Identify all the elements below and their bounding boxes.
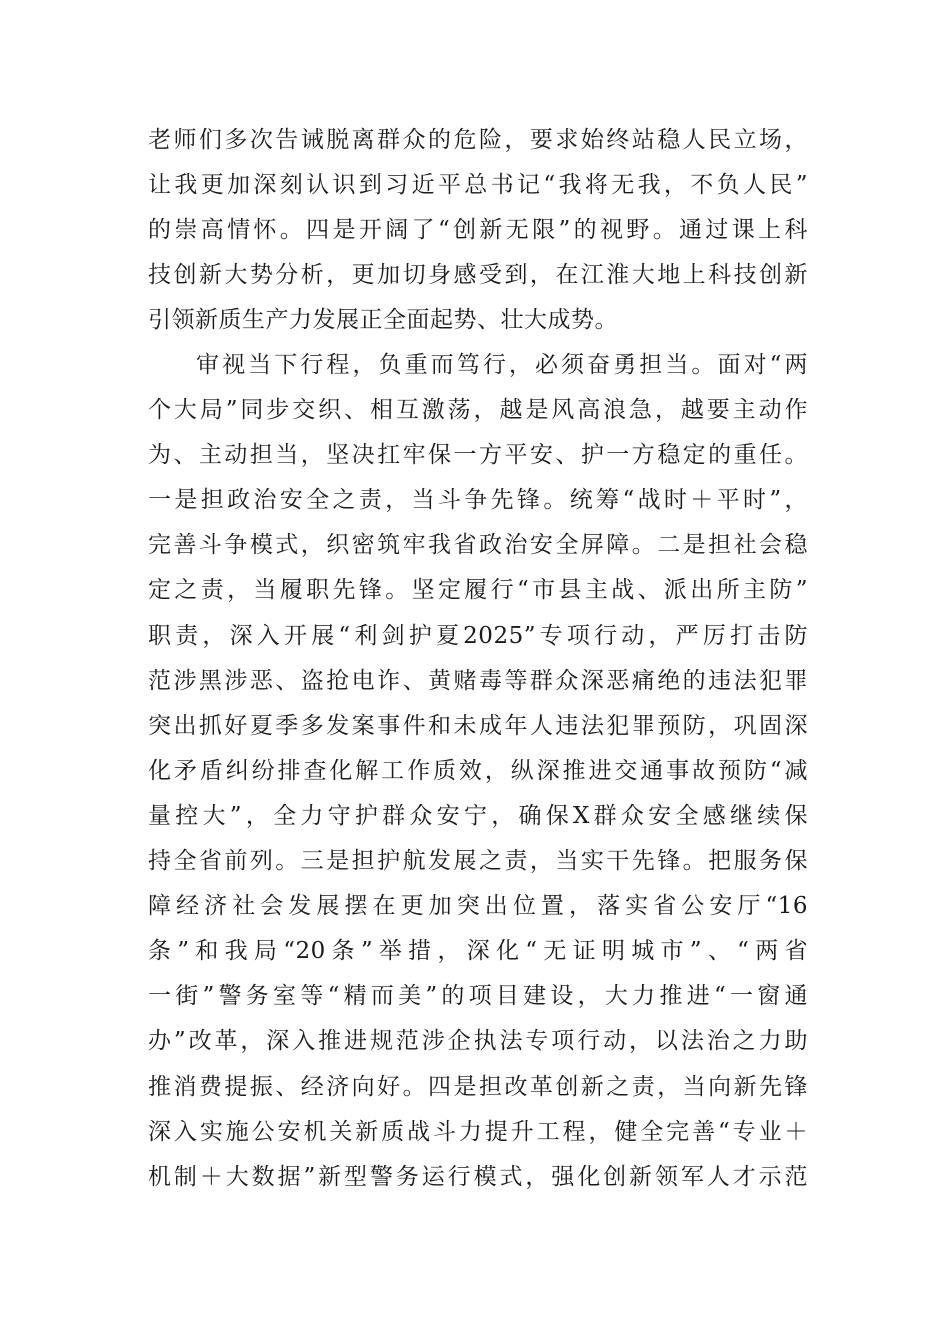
text-line: 机制＋大数据”新型警务运行模式，强化创新领军人才示范: [148, 1163, 808, 1190]
text-line: 量控大”，全力守护群众安宁，确保X群众安全感继续保: [148, 802, 808, 829]
text-line: 的崇高情怀。四是开阔了“创新无限”的视野。通过课上科: [148, 217, 808, 244]
text-line: 完善斗争模式，织密筑牢我省政治安全屏障。二是担社会稳: [148, 532, 808, 559]
paragraph-1: [148, 118, 808, 343]
text-line: 让我更加深刻认识到习近平总书记“我将无我，不负人民”: [148, 172, 808, 199]
text-line: 个大局”同步交织、相互激荡，越是风高浪急，越要主动作: [148, 397, 808, 424]
text-line: 障经济社会发展摆在更加突出位置，落实省公安厅“16: [148, 893, 808, 920]
text-line: 推消费提振、经济向好。四是担改革创新之责，当向新先锋: [148, 1073, 808, 1100]
text-line: 技创新大势分析，更加切身感受到，在江淮大地上科技创新: [148, 262, 808, 289]
text-line: 持全省前列。三是担护航发展之责，当实干先锋。把服务保: [148, 848, 808, 875]
text-line: 为、主动担当，坚决扛牢保一方平安、护一方稳定的重任。: [148, 442, 808, 469]
paragraph-2: [148, 343, 808, 1200]
text-line: 深入实施公安机关新质战斗力提升工程，健全完善“专业＋: [148, 1118, 808, 1145]
text-line: 化矛盾纠纷排查化解工作质效，纵深推进交通事故预防“减: [148, 757, 808, 784]
text-line: 一是担政治安全之责，当斗争先锋。统筹“战时＋平时”，: [148, 487, 808, 514]
text-line: 条”和我局“20条”举措，深化“无证明城市”、“两省: [148, 938, 808, 965]
text-line: 审视当下行程，负重而笃行，必须奋勇担当。面对“两: [196, 352, 808, 378]
text-line: 办”改革，深入推进规范涉企执法专项行动，以法治之力助: [148, 1028, 808, 1055]
text-line: 定之责，当履职先锋。坚定履行“市县主战、派出所主防”: [148, 577, 808, 604]
text-line: 引领新质生产力发展正全面起势、壮大成势。: [148, 307, 618, 334]
text-line: 职责，深入开展“利剑护夏2025”专项行动，严厉打击防: [148, 622, 808, 649]
text-line: 突出抓好夏季多发案事件和未成年人违法犯罪预防，巩固深: [148, 712, 808, 739]
text-line: 范涉黑涉恶、盗抢电诈、黄赌毒等群众深恶痛绝的违法犯罪: [148, 667, 808, 694]
text-line: 一街”警务室等“精而美”的项目建设，大力推进“一窗通: [148, 983, 808, 1010]
text-line: 老师们多次告诫脱离群众的危险，要求始终站稳人民立场，: [148, 127, 808, 153]
